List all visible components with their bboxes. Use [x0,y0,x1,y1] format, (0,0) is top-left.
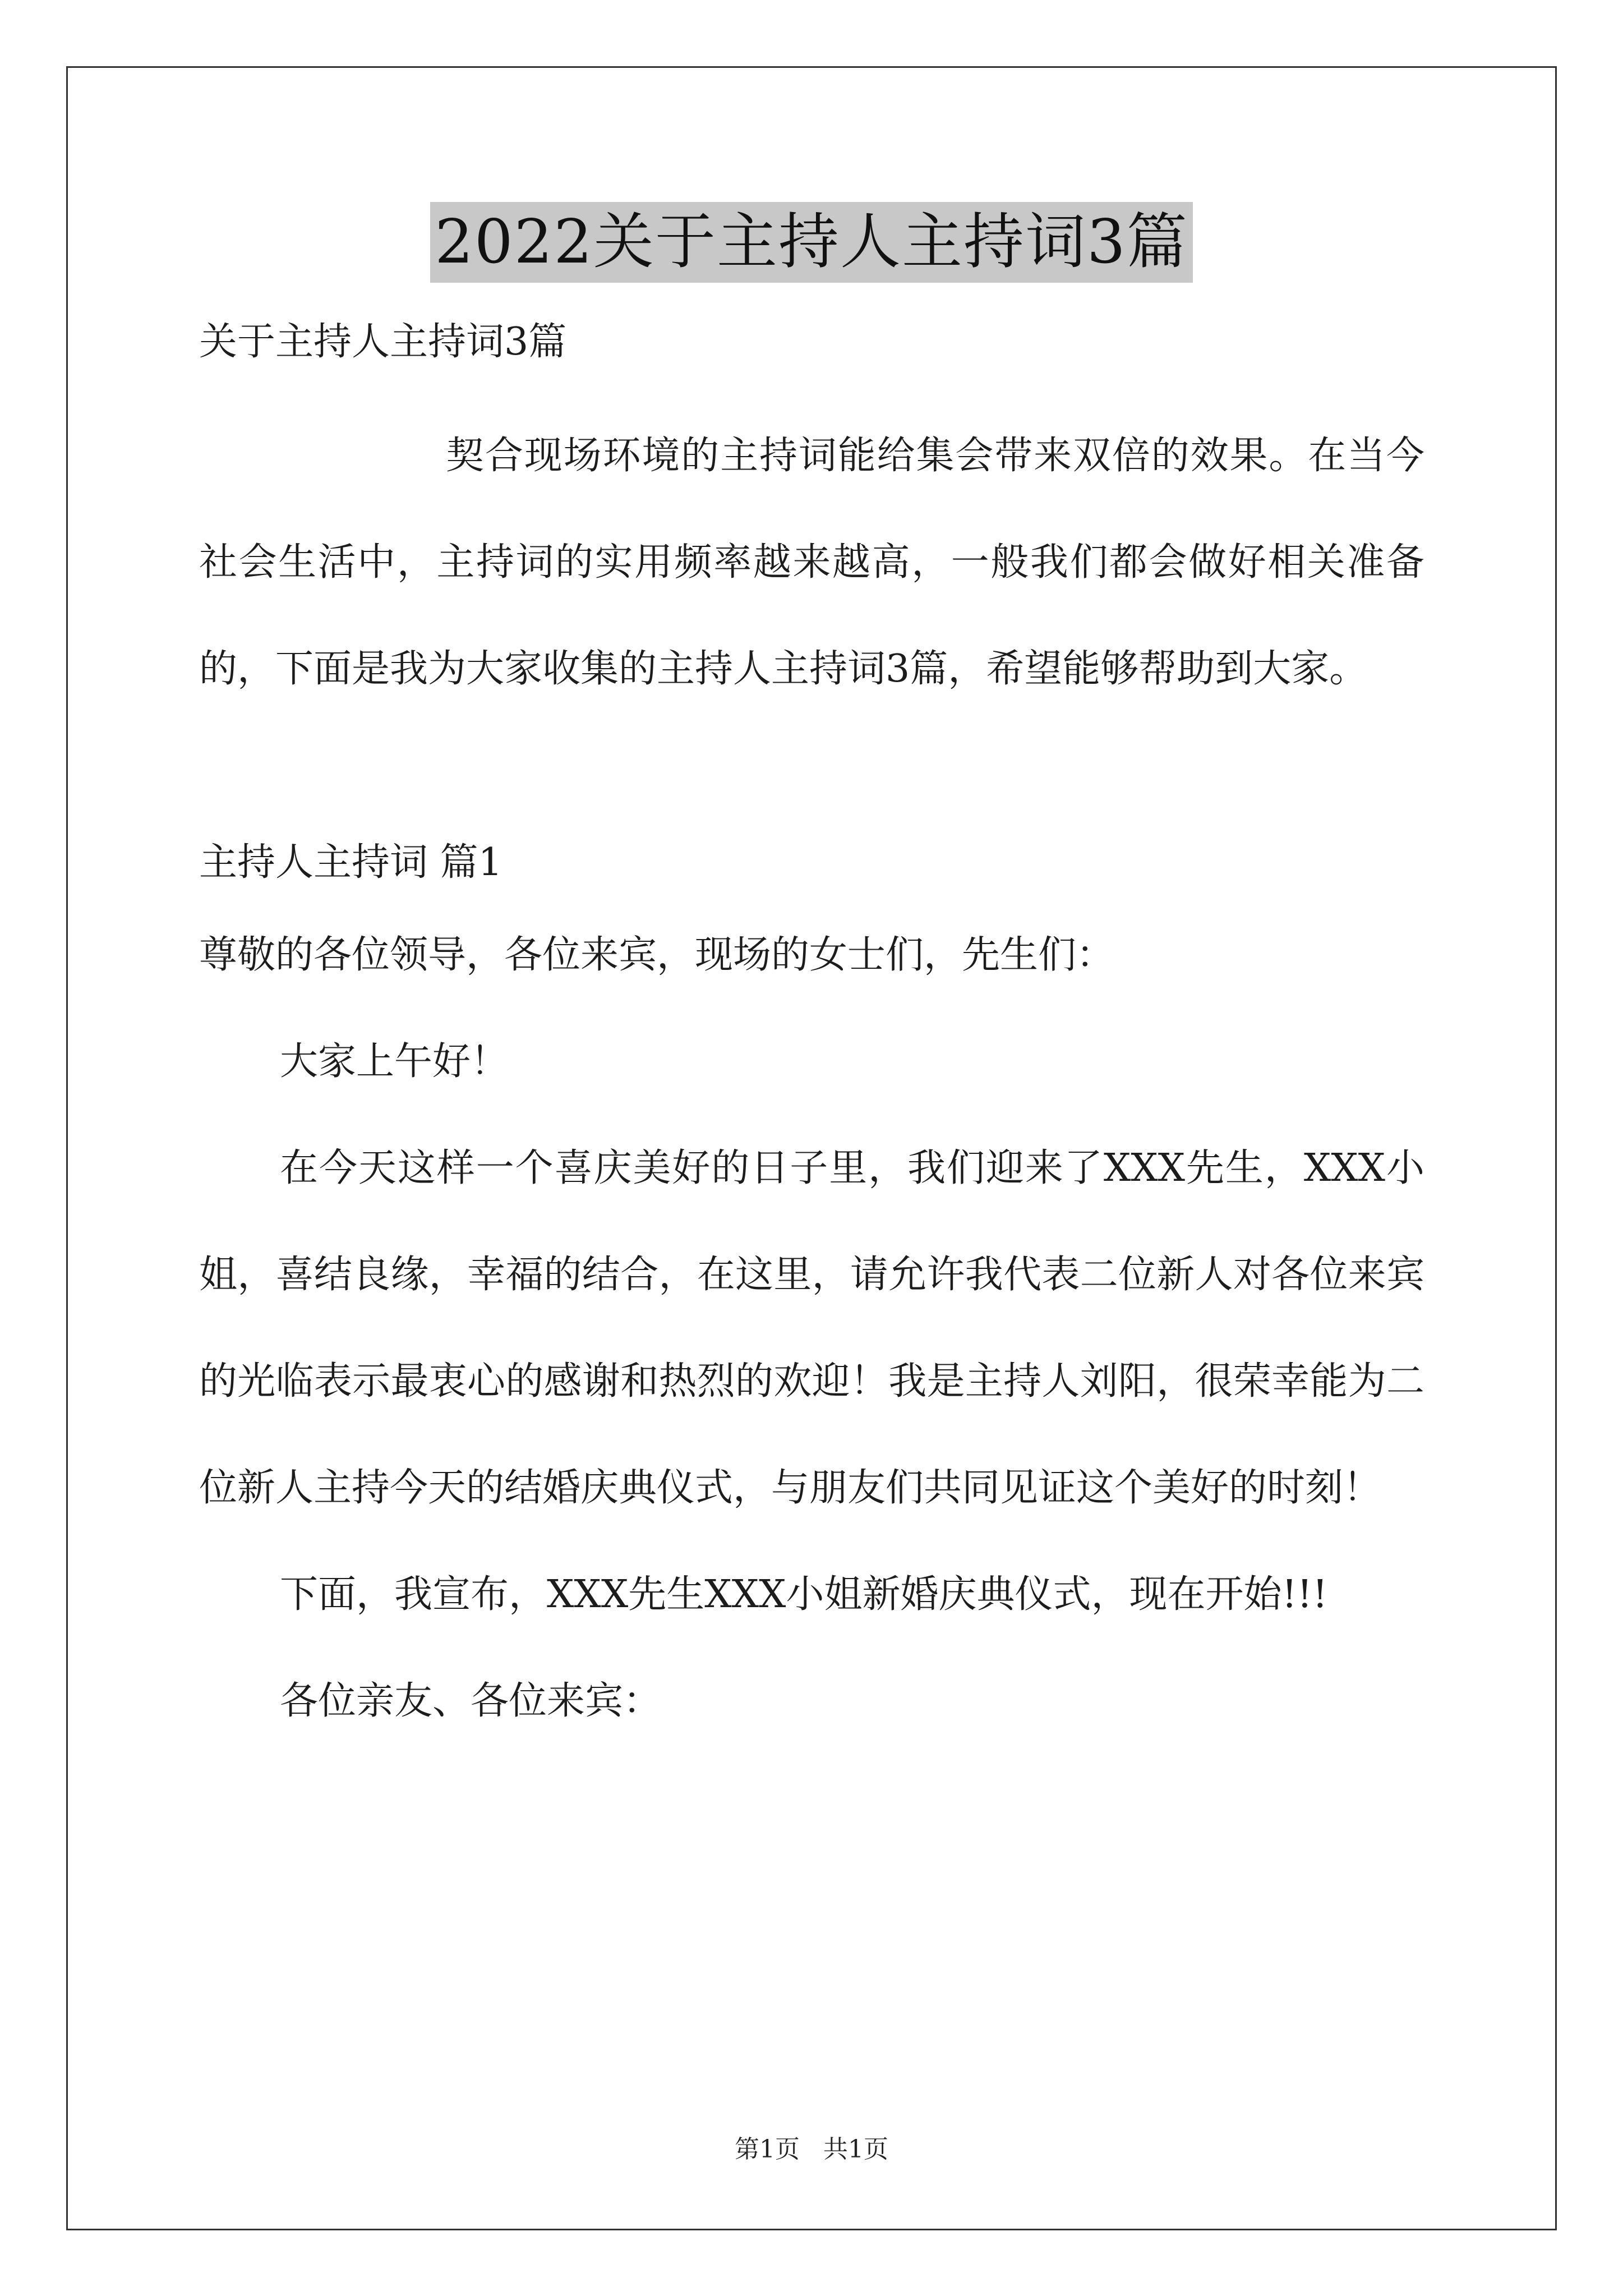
page-number: 第1页 共1页 [735,2135,888,2164]
intro-paragraph: 契合现场环境的主持词能给集会带来双倍的效果。在当今社会生活中，主持词的实用频率越来越高，一般我们都会做好相关准备的，下面是我为大家收集的主持人主持词3篇，希望能够帮助到大家。 [199,434,1424,691]
body-paragraph: 大家上午好！ [280,1039,509,1084]
section-heading: 主持人主持词 篇1 [199,840,502,885]
body-paragraph: 各位亲友、各位来宾： [280,1679,662,1723]
document-subtitle: 关于主持人主持词3篇 [199,320,567,364]
document-body [199,303,1424,1755]
salutation: 尊敬的各位领导，各位来宾，现场的女士们，先生们： [199,933,1115,977]
body-paragraph: 下面，我宣布，XXX先生XXX小姐新婚庆典仪式，现在开始!!! [280,1572,1328,1617]
document-title: 2022关于主持人主持词3篇 [430,202,1193,283]
page-footer [0,2129,1623,2165]
title-container [0,202,1623,283]
body-paragraph: 在今天这样一个喜庆美好的日子里，我们迎来了XXX先生，XXX小姐，喜结良缘，幸福的结合，在这里，请允许我代表二位新人对各位来宾的光临表示最衷心的感谢和热烈的欢迎！我是主持人刘阳，很荣幸能为二位新人主持今天的结婚庆典仪式，与朋友们共同见证这个美好的时刻！ [199,1146,1424,1510]
